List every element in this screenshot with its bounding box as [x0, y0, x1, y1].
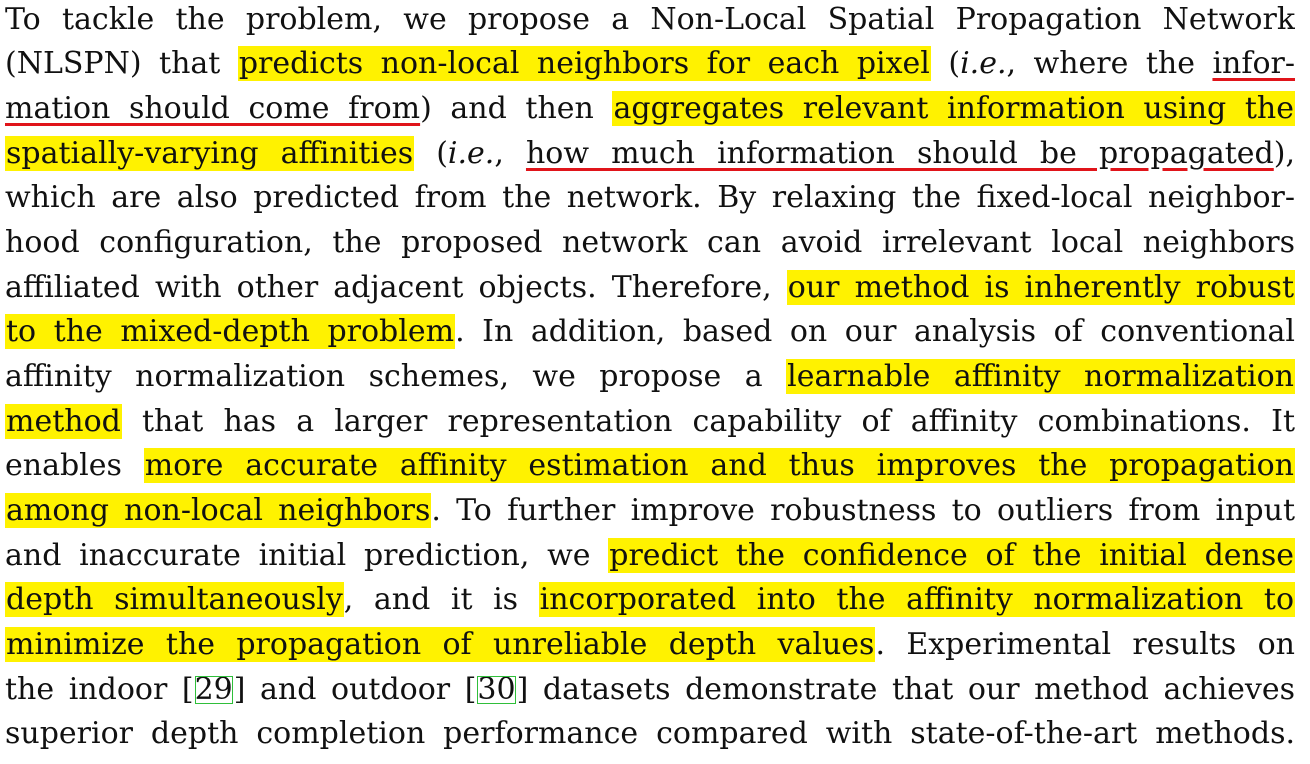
text-line-5 — [5, 178, 1295, 218]
highlight-span: learnable affinity normalization — [787, 359, 1294, 394]
text-line-10 — [5, 402, 1295, 442]
text-span: which are also predicted from the network. By relaxing the fixed-local neighbor- — [5, 180, 1295, 215]
highlight-span: minimize the propagation of unreliable depth values — [6, 627, 875, 662]
text-span: , where the — [1006, 46, 1213, 81]
text-line-1 — [5, 0, 1295, 40]
text-line-11 — [5, 446, 1295, 486]
highlight-span: method — [6, 404, 121, 439]
text-span: (NLSPN) that — [5, 46, 238, 81]
highlight-span: spatially-varying affinities — [6, 136, 414, 171]
text-span: hood configuration, the proposed network can avoid irrelevant local neighbors — [5, 225, 1295, 260]
underline-span: infor- — [1212, 46, 1295, 81]
citation-link-29[interactable]: 29 — [194, 672, 233, 707]
highlight-span: our method is inherently robust — [787, 270, 1294, 305]
text-span: ( — [930, 46, 961, 81]
highlight-span: to the mixed-depth problem — [6, 314, 455, 349]
text-span: . Experimental results on — [875, 627, 1295, 662]
text-line-8 — [5, 312, 1295, 352]
text-span: enables — [5, 448, 144, 483]
highlight-span: incorporated into the affinity normalization to — [539, 582, 1294, 617]
text-line-13 — [5, 536, 1295, 576]
highlight-span: predicts non-local neighbors for each pixel — [238, 46, 930, 81]
highlight-span: more accurate affinity estimation and thus improves the propagation — [144, 448, 1294, 483]
text-span: ) and then — [420, 91, 613, 126]
text-span: and inaccurate initial prediction, we — [5, 538, 609, 573]
text-line-6 — [5, 223, 1295, 263]
text-span: , and it is — [343, 582, 539, 617]
text-line-7 — [5, 268, 1295, 308]
italic-span: i.e. — [960, 46, 1007, 81]
text-line-3 — [5, 89, 1295, 129]
text-span: ] datasets demonstrate that our method achieves — [516, 672, 1295, 707]
text-span: superior depth completion performance compared with state-of-the-art methods. — [5, 716, 1295, 751]
text-line-17 — [5, 714, 1295, 754]
text-span: the indoor [ — [5, 672, 194, 707]
text-line-4 — [5, 134, 1295, 174]
text-line-14 — [5, 580, 1295, 620]
text-line-16 — [5, 670, 1295, 710]
text-line-12 — [5, 491, 1295, 531]
text-line-2 — [5, 44, 1295, 84]
italic-span: i.e. — [447, 136, 495, 171]
text-span: ( — [414, 136, 448, 171]
text-span: . To further improve robustness to outliers from input — [431, 493, 1295, 528]
text-line-9 — [5, 357, 1295, 397]
text-span: ), — [1273, 136, 1295, 171]
underline-span: mation should come from — [5, 91, 421, 126]
text-span: . In addition, based on our analysis of conventional — [455, 314, 1295, 349]
highlight-span: predict the confidence of the initial dense — [609, 538, 1294, 573]
underline-span: how much information should be propagated — [525, 136, 1274, 171]
text-span: that has a larger representation capability of affinity combinations. It — [121, 404, 1295, 439]
citation-link-30[interactable]: 30 — [477, 672, 516, 707]
highlight-span: among non-local neighbors — [6, 493, 431, 528]
highlight-span: aggregates relevant information using the — [613, 91, 1294, 126]
text-span: affiliated with other adjacent objects. Therefore, — [5, 270, 787, 305]
text-line-15 — [5, 625, 1295, 665]
text-span: affinity normalization schemes, we propose a — [5, 359, 787, 394]
highlight-span: depth simultaneously — [6, 582, 343, 617]
text-span: ] and outdoor [ — [233, 672, 477, 707]
text-span: , — [494, 136, 526, 171]
text-span: To tackle the problem, we propose a Non-Local Spatial Propagation Network — [5, 2, 1295, 37]
